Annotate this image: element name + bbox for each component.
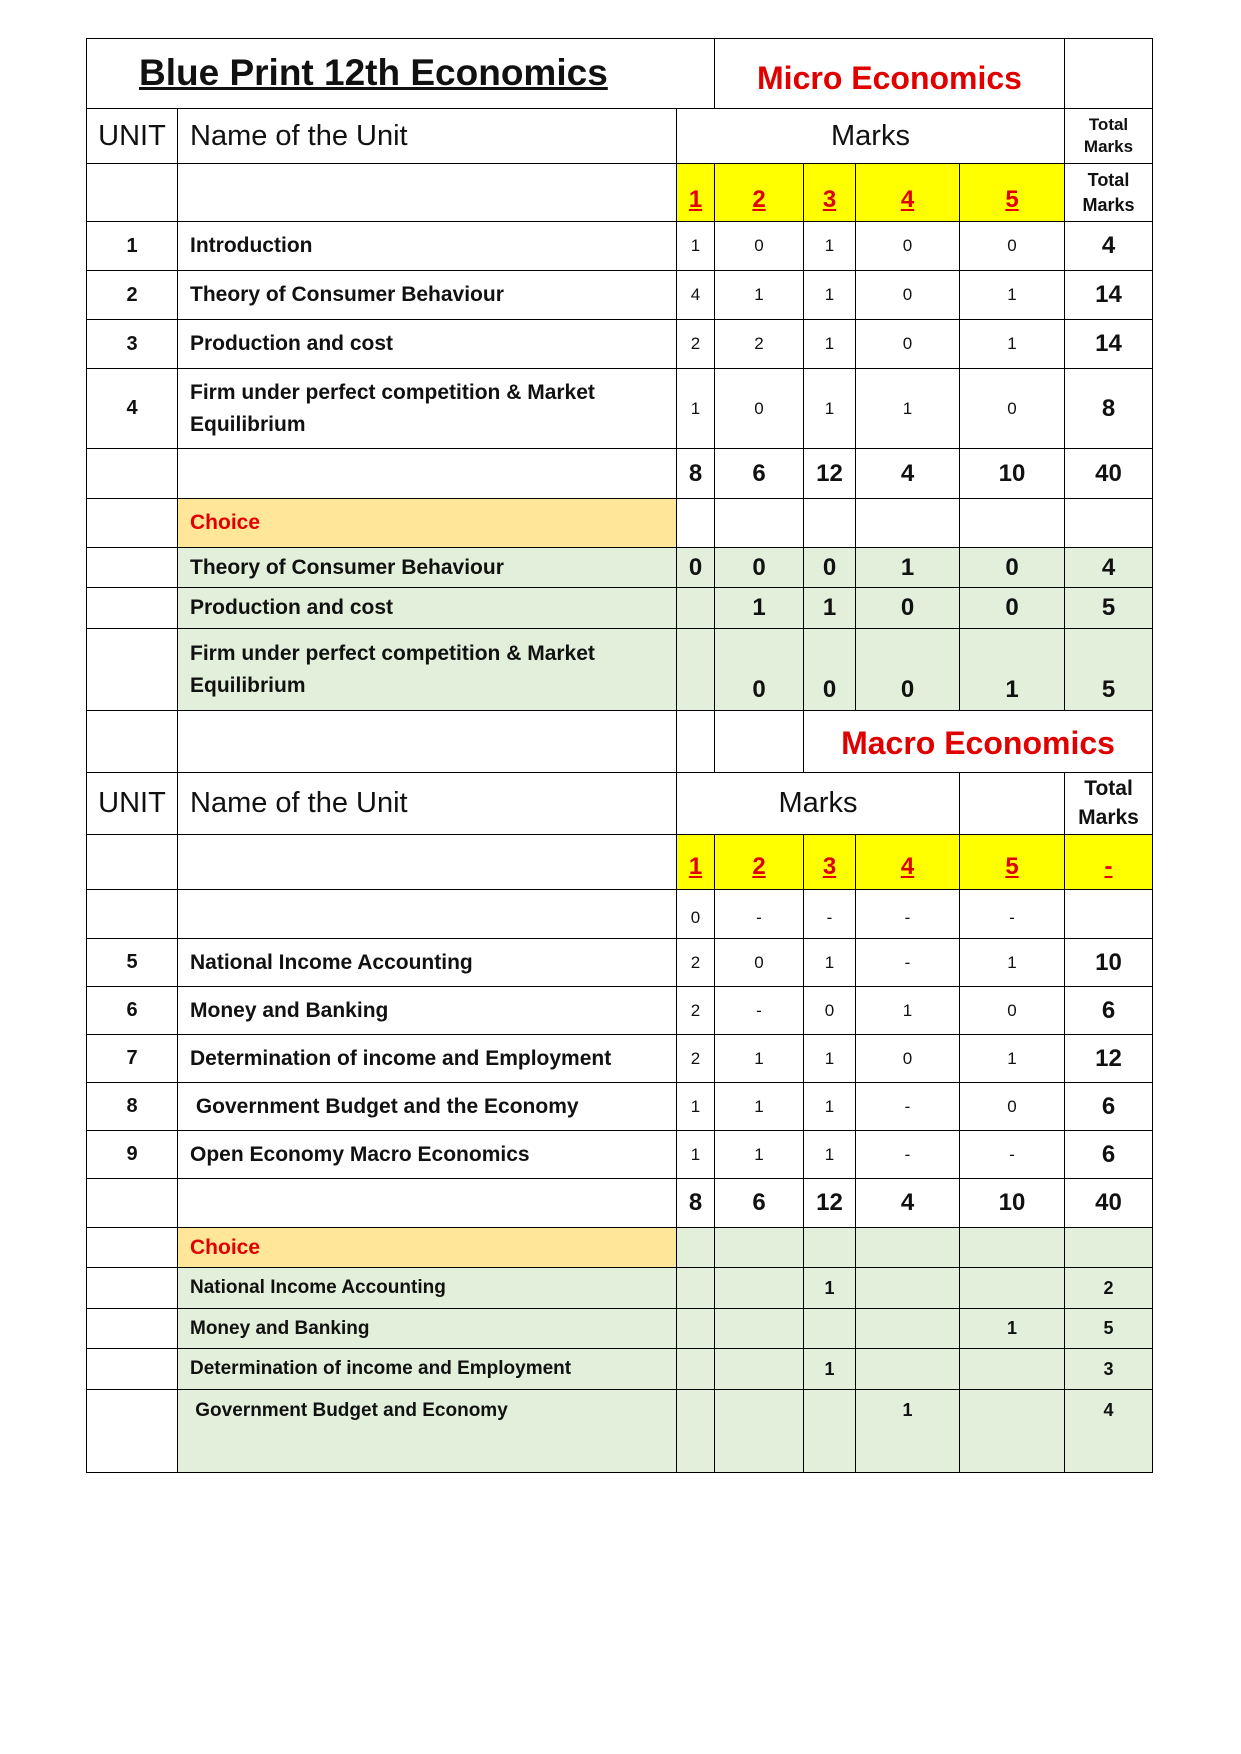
unit-total: 12 [1064,1034,1153,1083]
unit-total: 14 [1064,270,1153,320]
mark-value: 1 [803,319,856,369]
name-header: Name of the Unit [177,108,677,164]
unit-name: Determination of income and Employment [177,1034,677,1083]
choice-mark-value: 0 [803,628,856,711]
empty-cell [714,498,804,548]
mark-value: 0 [714,221,804,271]
marks-header: Marks [676,108,1065,164]
mark-value: 1 [714,1034,804,1083]
sum-value: 10 [959,448,1065,499]
choice-mark-value [855,1308,960,1349]
sum-value: 4 [855,1178,960,1228]
empty-cell [676,710,715,773]
mark-value: 0 [959,368,1065,449]
unit-name: Government Budget and the Economy [177,1082,677,1131]
mark-value: 2 [714,319,804,369]
mark-value: 1 [959,938,1065,987]
mark-value: 0 [714,938,804,987]
choice-mark-value [676,1267,715,1309]
mark-value: 1 [676,1130,715,1179]
choice-mark-value [714,1389,804,1473]
mark-value: 1 [803,1130,856,1179]
mark-column-2: 2 [714,163,804,222]
empty-cell [1064,889,1153,939]
empty-cell [86,1308,178,1349]
empty-cell [86,628,178,711]
choice-mark-value [676,628,715,711]
choice-mark-value: 0 [714,628,804,711]
mark-value: - [803,889,856,939]
unit-total: 6 [1064,1082,1153,1131]
mark-value: 1 [676,1082,715,1131]
choice-unit-name: Theory of Consumer Behaviour [177,547,677,588]
choice-mark-value [959,1348,1065,1390]
mark-value: 1 [959,1034,1065,1083]
mark-value: 1 [855,368,960,449]
choice-unit-name: Production and cost [177,587,677,629]
mark-value: 0 [855,1034,960,1083]
choice-unit-name: National Income Accounting [177,1267,677,1309]
choice-total: 2 [1064,1267,1153,1309]
unit-name: Theory of Consumer Behaviour [177,270,677,320]
empty-cell [177,163,677,222]
mark-value: - [855,889,960,939]
choice-mark-value [959,1389,1065,1473]
choice-mark-value [803,1389,856,1473]
mark-value: 0 [959,986,1065,1035]
micro-heading: Micro Economics [714,38,1065,109]
mark-value: - [959,889,1065,939]
choice-mark-value: 0 [803,547,856,588]
empty-cell [86,1348,178,1390]
unit-total: 8 [1064,368,1153,449]
mark-value: 0 [959,221,1065,271]
mark-value: 1 [803,270,856,320]
mark-value: 1 [803,1082,856,1131]
mark-column-1: 1 [676,163,715,222]
mark-value: 4 [676,270,715,320]
choice-unit-name: Firm under perfect competition & Market Equilibrium [177,628,677,711]
unit-number: 5 [86,938,178,987]
empty-cell [855,1227,960,1268]
mark-column-3: 3 [803,163,856,222]
unit-number: 7 [86,1034,178,1083]
empty-cell [676,1227,715,1268]
empty-cell [86,498,178,548]
macro-heading: Macro Economics [803,710,1153,773]
empty-cell [86,1267,178,1309]
mark-value: 0 [676,889,715,939]
sum-value: 12 [803,1178,856,1228]
choice-total: 5 [1064,587,1153,629]
mark-value: 1 [959,319,1065,369]
mark-value: - [959,1130,1065,1179]
mark-value: 1 [676,221,715,271]
blueprint-table [86,38,1158,1472]
sum-value: 12 [803,448,856,499]
mark-value: 1 [803,938,856,987]
mark-value: 0 [714,368,804,449]
empty-cell [177,1178,677,1228]
empty-cell [714,710,804,773]
choice-mark-value [676,587,715,629]
empty-cell [959,772,1065,835]
name-header: Name of the Unit [177,772,677,835]
empty-cell [86,163,178,222]
empty-cell [803,498,856,548]
mark-value: 0 [803,986,856,1035]
empty-cell [86,448,178,499]
unit-number: 2 [86,270,178,320]
unit-number: 3 [86,319,178,369]
empty-cell [803,1227,856,1268]
choice-mark-value: 0 [959,587,1065,629]
grand-total: 40 [1064,448,1153,499]
empty-cell [86,889,178,939]
mark-value: 1 [855,986,960,1035]
empty-cell [177,834,677,890]
total-marks-header: Total Marks [1064,772,1153,835]
mark-value: 2 [676,319,715,369]
page-title: Blue Print 12th Economics [139,52,608,93]
mark-value: - [855,1082,960,1131]
unit-name: National Income Accounting [177,938,677,987]
unit-total: 6 [1064,986,1153,1035]
mark-value: 2 [676,938,715,987]
mark-value: - [855,1130,960,1179]
empty-cell [1064,1227,1153,1268]
mark-value: 0 [855,270,960,320]
mark-value: 1 [959,270,1065,320]
choice-mark-value [676,1389,715,1473]
choice-mark-value: 0 [855,587,960,629]
empty-cell [1064,498,1153,548]
choice-mark-value [959,1267,1065,1309]
choice-mark-value: 0 [676,547,715,588]
choice-mark-value: 1 [714,587,804,629]
unit-name: Firm under perfect competition & Market Equilibrium [177,368,677,449]
unit-number: 1 [86,221,178,271]
unit-number: 8 [86,1082,178,1131]
mark-value: 2 [676,1034,715,1083]
mark-column-1: 1 [676,834,715,890]
empty-cell [86,710,178,773]
sum-value: 4 [855,448,960,499]
choice-mark-value: 1 [803,1267,856,1309]
empty-cell [177,710,677,773]
mark-value: 0 [855,221,960,271]
unit-number: 4 [86,368,178,449]
mark-value: 1 [714,1130,804,1179]
empty-cell [86,1178,178,1228]
choice-total: 4 [1064,547,1153,588]
unit-header: UNIT [86,772,178,835]
empty-cell [177,448,677,499]
choice-label: Choice [177,1227,677,1268]
grand-total: 40 [1064,1178,1153,1228]
choice-mark-value [714,1267,804,1309]
mark-column-3: 3 [803,834,856,890]
empty-cell [1064,38,1153,109]
empty-cell [86,587,178,629]
sum-value: 6 [714,1178,804,1228]
choice-total: 5 [1064,628,1153,711]
unit-number: 6 [86,986,178,1035]
unit-name: Money and Banking [177,986,677,1035]
mark-value: 2 [676,986,715,1035]
unit-total: 6 [1064,1130,1153,1179]
mark-value: - [714,986,804,1035]
choice-mark-value [676,1348,715,1390]
mark-value: 1 [676,368,715,449]
choice-total: 4 [1064,1389,1153,1473]
total-marks-header: Total Marks [1064,108,1153,164]
sum-value: 8 [676,1178,715,1228]
marks-header: Marks [676,772,960,835]
choice-unit-name: Money and Banking [177,1308,677,1349]
total-column-mark: - [1064,834,1153,890]
choice-unit-name: Government Budget and Economy [177,1389,677,1473]
unit-name: Introduction [177,221,677,271]
choice-mark-value [714,1348,804,1390]
choice-total: 5 [1064,1308,1153,1349]
choice-total: 3 [1064,1348,1153,1390]
empty-cell [959,498,1065,548]
empty-cell [855,498,960,548]
choice-mark-value: 1 [855,1389,960,1473]
empty-cell [676,498,715,548]
unit-number: 9 [86,1130,178,1179]
empty-cell [86,1227,178,1268]
unit-total: 14 [1064,319,1153,369]
mark-column-5: 5 [959,163,1065,222]
choice-mark-value [803,1308,856,1349]
empty-cell [86,547,178,588]
choice-mark-value: 1 [803,1348,856,1390]
empty-cell [86,1389,178,1473]
mark-column-4: 4 [855,834,960,890]
mark-column-4: 4 [855,163,960,222]
unit-name: Open Economy Macro Economics [177,1130,677,1179]
mark-value: 1 [714,1082,804,1131]
mark-value: 1 [714,270,804,320]
choice-mark-value: 1 [959,1308,1065,1349]
mark-column-2: 2 [714,834,804,890]
choice-mark-value [855,1348,960,1390]
choice-label: Choice [177,498,677,548]
choice-unit-name: Determination of income and Employment [177,1348,677,1390]
choice-mark-value: 1 [959,628,1065,711]
empty-cell [714,1227,804,1268]
choice-mark-value [676,1308,715,1349]
mark-value: 0 [855,319,960,369]
choice-mark-value: 0 [959,547,1065,588]
empty-cell [177,889,677,939]
choice-mark-value: 1 [855,547,960,588]
mark-value: - [855,938,960,987]
mark-value: 1 [803,368,856,449]
mark-value: 0 [959,1082,1065,1131]
title-cell [86,38,715,109]
choice-mark-value [855,1267,960,1309]
sum-value: 6 [714,448,804,499]
mark-value: 1 [803,1034,856,1083]
total-marks-header: Total Marks [1064,163,1153,222]
empty-cell [959,1227,1065,1268]
empty-cell [86,834,178,890]
choice-mark-value [714,1308,804,1349]
unit-header: UNIT [86,108,178,164]
mark-value: 1 [803,221,856,271]
unit-total: 10 [1064,938,1153,987]
mark-column-5: 5 [959,834,1065,890]
choice-mark-value: 0 [855,628,960,711]
sum-value: 10 [959,1178,1065,1228]
choice-mark-value: 1 [803,587,856,629]
mark-value: - [714,889,804,939]
unit-total: 4 [1064,221,1153,271]
unit-name: Production and cost [177,319,677,369]
sum-value: 8 [676,448,715,499]
choice-mark-value: 0 [714,547,804,588]
